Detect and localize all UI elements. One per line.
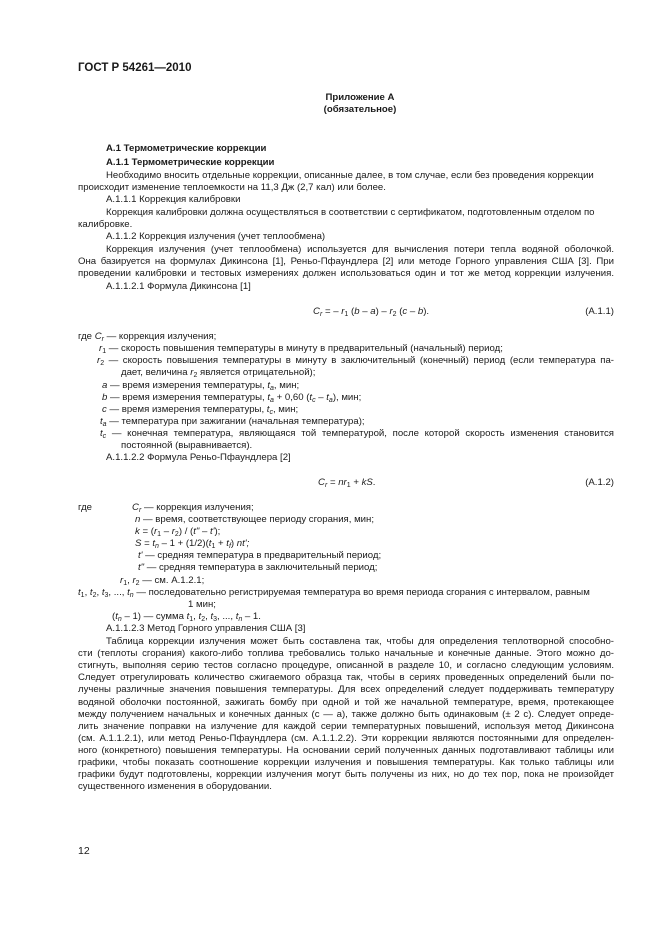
equation-a12: $C_r = nr_1$ + kS.: [318, 477, 376, 489]
paragraph-line: Коррекция излучения (учет теплообмена) используется для вычисления потери тепла водяной оболочкой.: [106, 244, 614, 255]
section-a112-heading: А.1.1.2 Коррекция излучения (учет теплообмена): [106, 231, 326, 242]
definition-n: n — время, соответствующее периоду сгорания, мин;: [135, 514, 375, 525]
definition-t-series: $t_1$, $t_2$, $t_3$, ..., $t_n$ — последовательно регистрируемая температура во время периода сгорания с интервалом, равным: [78, 587, 590, 599]
definition-tc: $t_c$ — конечная температура, являющаяся той температурой, после которой скорость изменения становится: [100, 428, 614, 440]
paragraph-line: между получением начальных и конечных данных (с — а), также должно быть одинаковым (± 2 с). Следует опреде-: [78, 709, 614, 720]
paragraph-line: (см. А.1.1.2.1), или метод Реньо-Пфаундлера (см. А.1.1.2.2). Эти коррекции являются постоянными для определен-: [78, 733, 614, 744]
section-a1122-heading: А.1.1.2.2 Формула Реньо-Пфаундлера [2]: [106, 452, 291, 463]
paragraph-line: сти (теплоты сгорания) какого-либо топлива требовались только начальные и конечные данные. Этого можно до-: [78, 648, 614, 659]
paragraph-line: Необходимо вносить отдельные коррекции, описанные далее, в том случае, если без проведения коррекции: [106, 170, 594, 181]
definition-r2: $r_2$ — скорость повышения температуры в минуту в заключительный (конечный) период (если температура па-: [97, 355, 614, 367]
paragraph-line: происходит изменение теплоемкости на 11,3 Дж (2,7 кал) или более.: [78, 182, 386, 193]
definition-r1: $r_1$ — скорость повышения температуры в минуту в предварительный (начальный) период;: [99, 343, 503, 355]
paragraph-line: графики будут подготовлены, коррекции излучения могут быть получены из них, но до тех пор, пока не произойдет: [78, 769, 614, 780]
definition-c: c — время измерения температуры, $t_c$, мин;: [102, 404, 299, 416]
where-label: где $C_r$ — коррекция излучения;: [78, 331, 217, 343]
paragraph-line: Она базируется на формулах Дикинсона [1], Реньо-Пфаундлера [2] или методе Горного управления США [3]. При: [78, 256, 614, 267]
section-a111-heading: А.1.1.1 Коррекция калибровки: [106, 194, 241, 205]
section-a11-heading: А.1.1 Термометрические коррекции: [106, 157, 275, 168]
equation-number-a11: (А.1.1): [585, 306, 614, 317]
equation-a11: $C_r$ = – $r_1$ $(b - a) - r_2$ (c – b).: [313, 306, 430, 318]
definition-r1-r2: $r_1$, $r_2$ — см. А.1.2.1;: [120, 575, 205, 587]
definition-b: b — время измерения температуры, $t_a + 0,60$ $(t_c - t_a)$, мин;: [102, 392, 362, 404]
document-header: ГОСТ Р 54261—2010: [78, 62, 192, 74]
paragraph-line: ного (конкретного) повышения температуры. На основании серий полученных данных подготавливают таблицы или: [78, 745, 614, 756]
paragraph-line: проведении калибровки и тестовых измерениях должен использоваться один и тот же метод коррекции излучения.: [78, 268, 614, 279]
definition-ta: $t_a$ — температура при зажигании (начальная температура);: [100, 416, 365, 428]
paragraph-line: Таблица коррекции излучения может быть составлена так, чтобы для определения теплотворной способно-: [106, 636, 614, 647]
paragraph-line: лучены различные значения повышения температуры. Для всех определений следует поддерживать температуру: [78, 684, 614, 695]
paragraph-line: графики, чтобы показать соотношение коррекции излучения и повышения температуры. Как только таблицы или: [78, 757, 614, 768]
paragraph-line: лить значение поправки на излучение для каждой серии температурных повышений, используя метод Дикинсона: [78, 721, 614, 732]
appendix-title: Приложение А: [325, 92, 395, 103]
definition-t-double-prime: t" — средняя температура в заключительный период;: [138, 562, 378, 573]
definition-a: a — время измерения температуры, $t_a$, мин;: [102, 380, 300, 392]
paragraph-line: калибровке.: [78, 219, 133, 230]
definition-t-prime: t' — средняя температура в предварительный период;: [138, 550, 382, 561]
definition-t-series-cont: 1 мин;: [188, 599, 216, 610]
paragraph-line: Коррекция калибровки должна осуществляться в соответствии с сертификатом, подготовленным отделом по: [106, 207, 595, 218]
section-a1-heading: А.1 Термометрические коррекции: [106, 143, 267, 154]
section-a1123-heading: А.1.1.2.3 Метод Горного управления США [3]: [106, 623, 306, 634]
definition-tc-cont: постоянной (выравнивается).: [121, 440, 253, 451]
where-label-2: где: [78, 502, 93, 513]
paragraph-line: существенного изменения в оборудовании.: [78, 781, 272, 792]
definition-cr: $C_r$ — коррекция излучения;: [132, 502, 254, 514]
definition-tn-sum: $(t_n - 1)$ — сумма $t_1$, $t_2$, $t_3$, ..., $t_n - 1$.: [112, 611, 261, 623]
appendix-subtitle: (обязательное): [323, 104, 397, 115]
page-number: 12: [78, 845, 90, 857]
paragraph-line: водяной оболочки постоянной, зажигать бомбу при одной и той же начальной температуре, время, протекающее: [78, 697, 614, 708]
paragraph-line: Следует отрегулировать количество сжигаемого образца так, чтобы в сериях проведенных определений были по-: [78, 672, 614, 683]
definition-s: $S = t_n - 1 + (1/2)(t_1 + t_f)$ nt';: [135, 538, 250, 550]
section-a1121-heading: А.1.1.2.1 Формула Дикинсона [1]: [106, 281, 251, 292]
definition-r2-cont: дает, величина $r_2$ является отрицательной);: [121, 367, 316, 379]
paragraph-line: стигнуть, выполняя серию тестов согласно процедуре, описанной в разделе 10, и согласно следующим условиям.: [78, 660, 614, 671]
definition-k: $k = (r_1 - r_2) / (t$" – t');: [135, 526, 221, 538]
equation-number-a12: (А.1.2): [585, 477, 614, 488]
